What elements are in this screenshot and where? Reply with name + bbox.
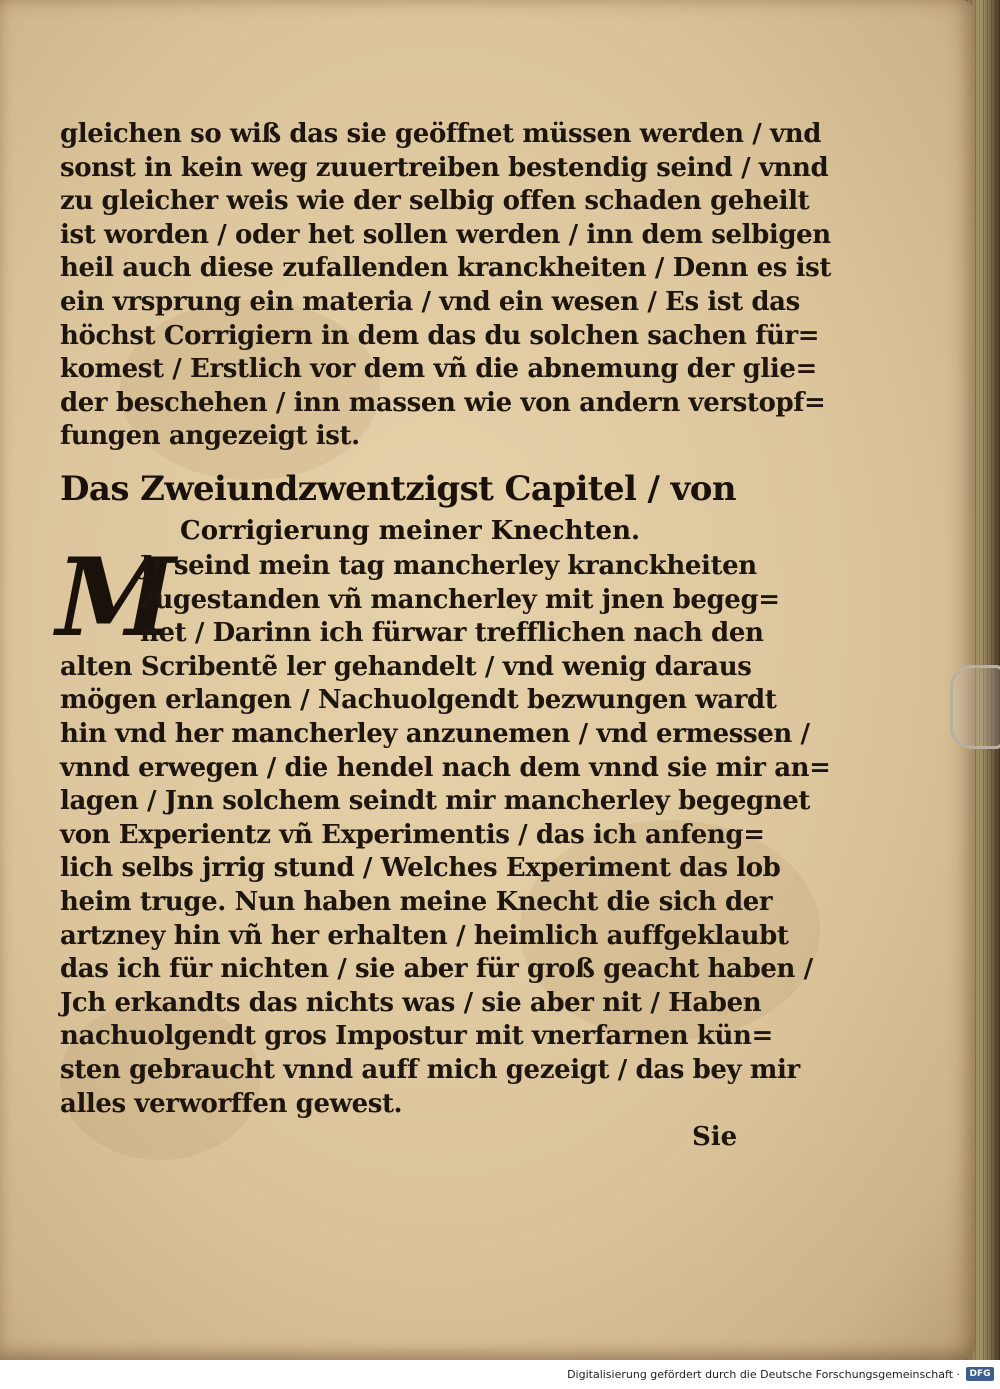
text-line: sonst in kein weg zuuertreiben bestendig seind / vnnd	[60, 152, 829, 183]
text-line: heim truge. Nun haben meine Knecht die sich der	[60, 886, 773, 917]
text-line: net / Darinn ich fürwar trefflichen nach den	[140, 618, 764, 649]
drop-cap: M	[56, 535, 176, 661]
text-line: das ich für nichten / sie aber für groß geacht haben /	[60, 954, 813, 985]
text-line: sten gebraucht vnnd auff mich gezeigt / das bey mir	[60, 1054, 800, 1085]
text-line: der beschehen / inn massen wie von andern verstopf=	[60, 387, 826, 418]
footer	[0, 1360, 1000, 1389]
catchword: Sie	[692, 1122, 738, 1152]
text-line: hin vnd her mancherley anzunemen / vnd ermessen /	[60, 718, 810, 749]
text-line: fungen angezeigt ist.	[60, 421, 360, 452]
text-line: ein vrsprung ein materia / vnd ein wesen / Es ist das	[60, 286, 800, 317]
text-line: mögen erlangen / Nachuolgendt bezwungen wardt	[60, 685, 777, 716]
dfg-logo: DFG	[966, 1367, 994, 1381]
chapter-subtitle: Corrigierung meiner Knechten.	[180, 516, 641, 546]
text-line: gleichen so wiß das sie geöffnet müssen werden / vnd	[60, 119, 821, 149]
text-line: Jr seind mein tag mancherley kranckheiten	[140, 551, 757, 581]
page-body-text	[60, 118, 831, 454]
text-line: alles verworffen gewest.	[60, 1088, 403, 1119]
text-line: höchst Corrigiern in dem das du solchen sachen für=	[60, 320, 820, 351]
text-line: Jch erkandts das nichts was / sie aber nit / Haben	[60, 987, 762, 1018]
funding-credit: Digitalisierung gefördert durch die Deutsche Forschungsgemeinschaft ·	[567, 1368, 960, 1381]
text-line: von Experientz vñ Experimentis / das ich anfeng=	[60, 819, 765, 850]
text-line: komest / Erstlich vor dem vñ die abnemung der glie=	[60, 354, 817, 385]
text-line: vnnd erwegen / die hendel nach dem vnnd sie mir an=	[60, 752, 831, 783]
text-line: alten Scribentẽ ler gehandelt / vnd wenig daraus	[60, 651, 752, 682]
text-line: heil auch diese zufallenden kranckheiten / Denn es ist	[60, 253, 831, 284]
page-clip	[950, 665, 1000, 749]
text-line: nachuolgendt gros Impostur mit vnerfarnen kün=	[60, 1021, 773, 1052]
text-line: zugestanden vñ mancherley mit jnen begeg=	[140, 584, 780, 615]
text-line: zu gleicher weis wie der selbig offen schaden geheilt	[60, 186, 810, 217]
chapter-body-text	[60, 550, 831, 1121]
text-line: artzney hin vñ her erhalten / heimlich auffgeklaubt	[60, 920, 789, 951]
text-line: lagen / Jnn solchem seindt mir mancherley begegnet	[60, 786, 811, 817]
chapter-title: Das Zweiundzwentzigst Capitel / von	[60, 469, 736, 509]
text-line: ist worden / oder het sollen werden / inn dem selbigen	[60, 219, 831, 250]
text-line: lich selbs jrrig stund / Welches Experiment das lob	[60, 853, 781, 884]
